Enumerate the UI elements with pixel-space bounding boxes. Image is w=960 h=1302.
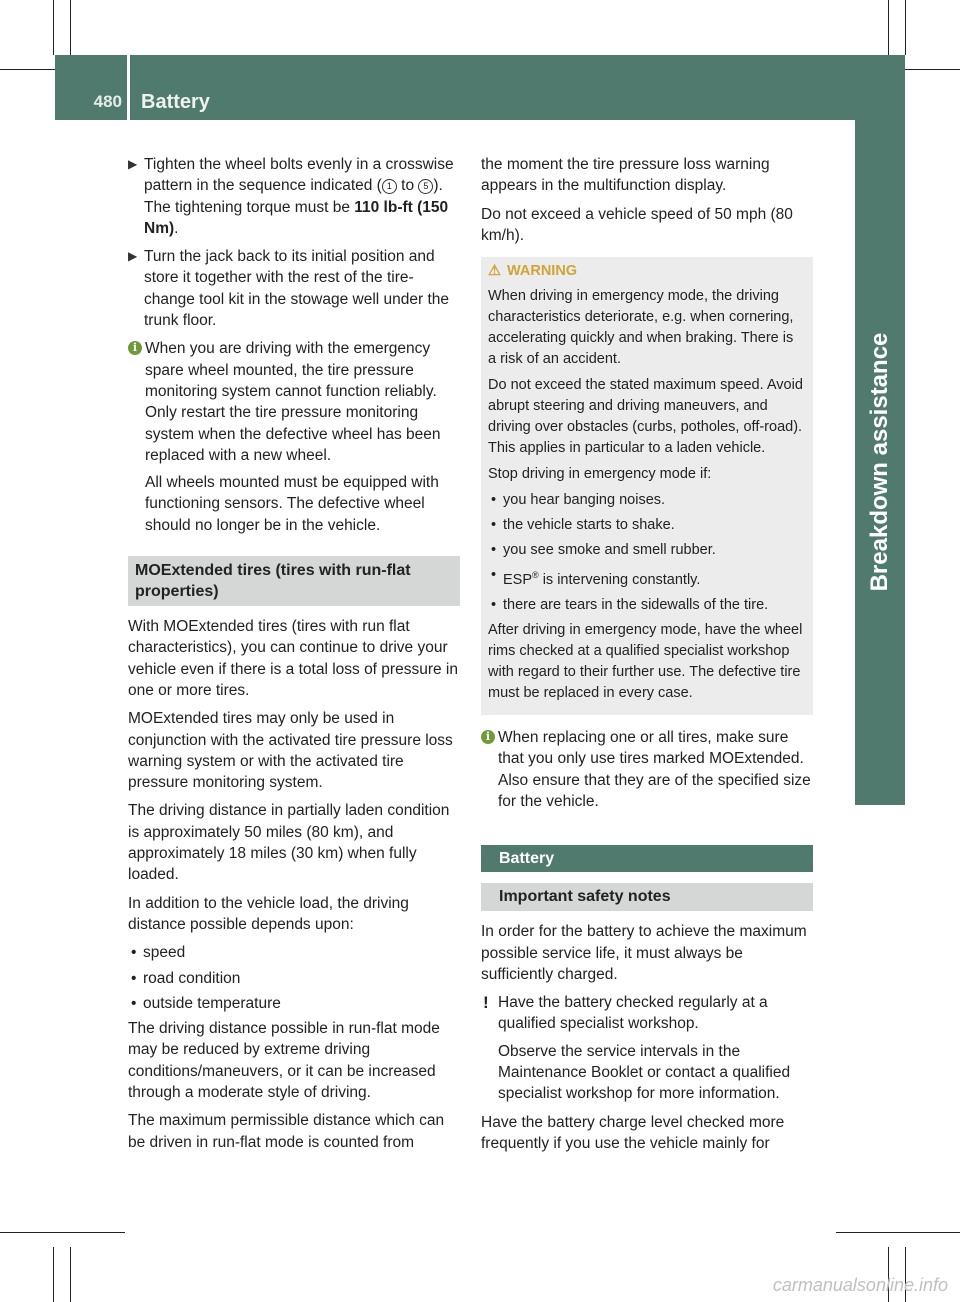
info-note: i When replacing one or all tires, make sure that you only use tires marked MOExtended. Also ensure that they are of the specified size for the vehicle.: [481, 727, 813, 812]
factor-list: [128, 942, 460, 1014]
circled-number-icon: 1: [382, 179, 397, 194]
chapter-tab-label: Breakdown assistance: [866, 332, 893, 592]
crop-mark: [836, 1232, 960, 1233]
info-note: i When you are driving with the emergency spare wheel mounted, the tire pressure monitoring system cannot function reliably. Only restart the tire pressure monitoring system when the defective wheel has been replaced with a new wheel. All wheels mounted must be equipped with functioning sensors. The defective wheel should no longer be in the vehicle.: [128, 338, 460, 536]
list-item: • outside temperature: [128, 993, 460, 1014]
page-number: 480: [93, 92, 122, 111]
torque-value: 110 lb-ft (150 Nm): [144, 198, 449, 237]
warning-title: WARNING: [507, 263, 578, 280]
watermark: carmanualsonline.info: [772, 1275, 948, 1295]
crop-mark: [53, 0, 54, 55]
paragraph: In order for the battery to achieve the maximum possible service life, it must always be sufficiently charged.: [481, 923, 807, 983]
caution-note: ! Have the battery checked regularly at a qualified specialist workshop. Observe the service intervals in the Maintenance Booklet or contact a qualified specialist workshop for more information.: [483, 993, 791, 1103]
stop-conditions-list: [488, 490, 805, 616]
list-item: • road condition: [128, 968, 460, 989]
paragraph: In addition to the vehicle load, the driving distance possible depends upon:: [128, 894, 409, 933]
right-column: [481, 154, 813, 1161]
exclamation-icon: !: [483, 993, 489, 1013]
safety-notes-heading: Important safety notes: [481, 883, 813, 911]
paragraph: Do not exceed a vehicle speed of 50 mph (80 km/h).: [481, 205, 793, 244]
circled-number-icon: 5: [418, 179, 433, 194]
section-title: Battery: [141, 91, 210, 113]
list-item: • you see smoke and smell rubber.: [488, 540, 805, 561]
list-item: • the vehicle starts to shake.: [488, 515, 805, 536]
warning-box: ⚠ WARNING When driving in emergency mode, the driving characteristics deteriorate, e.g. when cornering, accelerating quickly and when braking. There is a risk of an accident. Do not exceed the stated maximum speed. Avoid abrupt steering and driving maneuvers, and driving over obstacles (curbs, potholes, off-road). This applies in particular to a laden vehicle. Stop driving in emergency mode if: • you hear banging noises. • the vehicle starts to shake. • you see smoke and smell rubber. • ESP® is intervening constantly. • there are tears in the sidewalls of the tire. After driving in emergency mode, have the wheel rims checked at a qualified specialist workshop with regard to their further use. The defective tire must be replaced in every case.: [481, 257, 813, 715]
crop-mark: [0, 1232, 125, 1233]
list-item: • speed: [128, 942, 460, 963]
instruction-step: ▶ Tighten the wheel bolts evenly in a crosswise pattern in the sequence indicated ( 1 to 5 ). The tightening torque must be 110 lb-ft (150 Nm).: [128, 156, 454, 237]
info-icon: i: [481, 730, 495, 744]
battery-heading: Battery: [481, 845, 813, 872]
paragraph: Have the battery charge level checked more frequently if you use the vehicle mainly for: [481, 1113, 785, 1152]
moextended-heading: MOExtended tires (tires with run-flat properties): [128, 556, 460, 606]
paragraph: The driving distance in partially laden condition is approximately 50 miles (80 km), and approximately 18 miles (30 km) when fully loaded.: [128, 802, 450, 884]
paragraph: The maximum permissible distance which can be driven in run-flat mode is counted from: [128, 1112, 445, 1151]
instruction-step: ▶ Turn the jack back to its initial position and store it together with the rest of the tire-change tool kit in the stowage well under the trunk floor.: [128, 248, 450, 330]
left-column: [128, 154, 460, 1160]
crop-mark: [70, 0, 71, 55]
arrow-right-icon: ▶: [128, 249, 138, 264]
crop-mark: [888, 0, 889, 55]
header-divider: [127, 55, 130, 120]
list-item: • there are tears in the sidewalls of the tire.: [488, 595, 805, 616]
paragraph: MOExtended tires may only be used in conjunction with the activated tire pressure loss warning system or with the activated tire pressure monitoring system.: [128, 710, 453, 792]
info-icon: i: [128, 341, 142, 355]
paragraph: The driving distance possible in run-flat mode may be reduced by extreme driving conditions/maneuvers, or it can be increased through a moderate style of driving.: [128, 1020, 440, 1101]
arrow-right-icon: ▶: [128, 157, 138, 171]
crop-mark: [53, 1247, 54, 1302]
list-item: • ESP® is intervening constantly.: [488, 565, 805, 591]
paragraph: the moment the tire pressure loss warning appears in the multifunction display.: [481, 156, 770, 195]
crop-mark: [905, 0, 906, 55]
crop-mark: [70, 1247, 71, 1302]
paragraph: With MOExtended tires (tires with run flat characteristics), you can continue to drive your vehicle even if there is a total loss of pressure in one or more tires.: [128, 618, 458, 699]
warning-triangle-icon: ⚠: [488, 263, 501, 280]
list-item: • you hear banging noises.: [488, 490, 805, 511]
